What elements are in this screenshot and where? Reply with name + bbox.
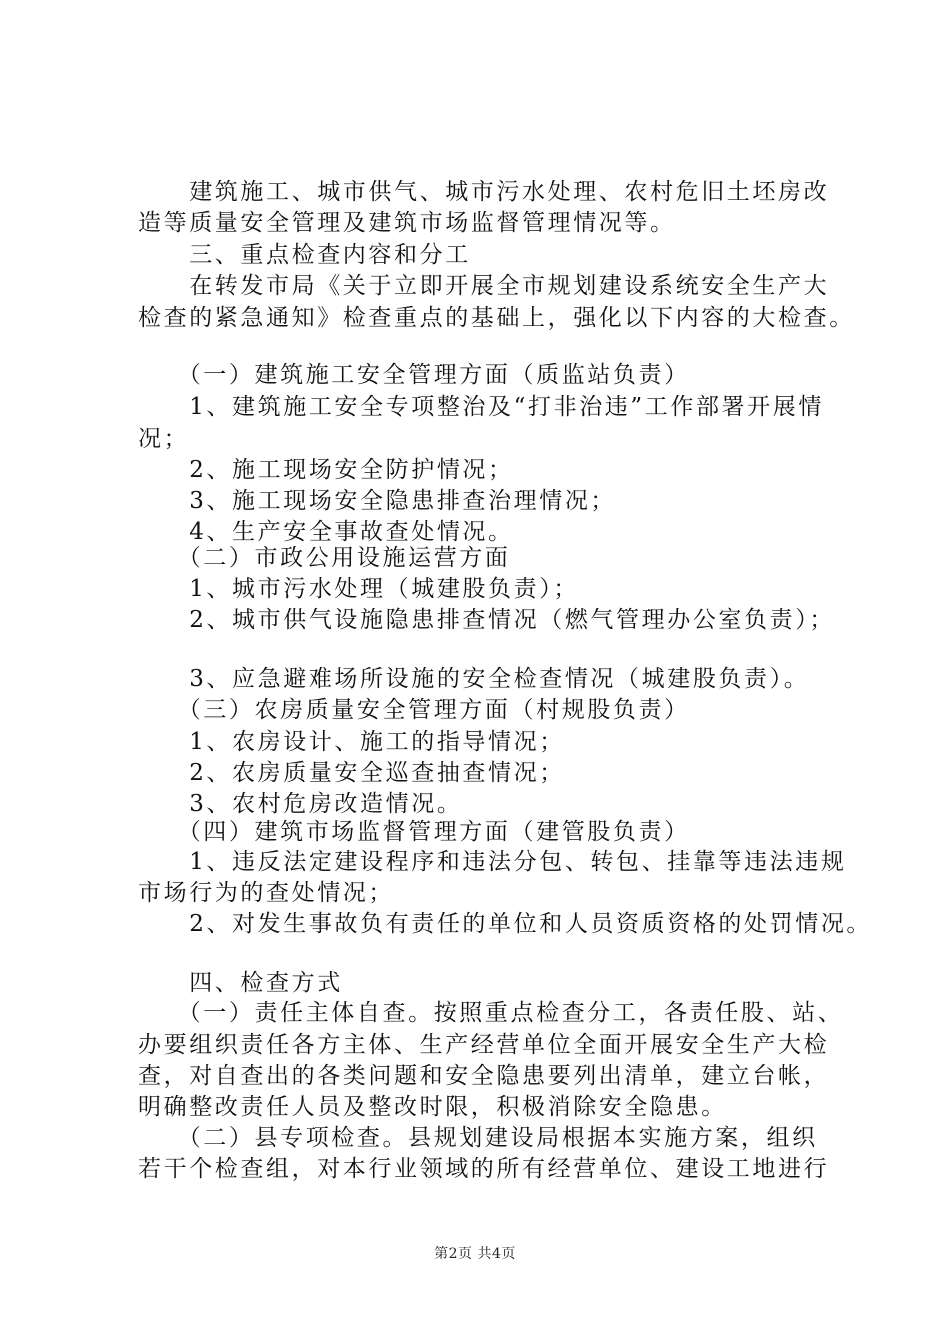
text-line: 3、应急避难场所设施的安全检查情况（城建股负责）。: [138, 666, 810, 692]
text-line: 况；: [138, 426, 190, 452]
text-line: 3、农村危房改造情况。: [138, 791, 463, 817]
text-line: 明确整改责任人员及整改时限，积极消除安全隐患。: [138, 1094, 727, 1120]
text-line: 3、施工现场安全隐患排查治理情况；: [138, 488, 617, 514]
subsection-heading: （二）市政公用设施运营方面: [138, 545, 511, 571]
text-line: 查，对自查出的各类问题和安全隐患要列出清单，建立台帐，: [138, 1063, 830, 1089]
text-line: 4、生产安全事故查处情况。: [138, 519, 514, 545]
text-line: 建筑施工、城市供气、城市污水处理、农村危旧土坯房改: [138, 179, 830, 205]
text-line: 2、城市供气设施隐患排查情况（燃气管理办公室负责）；: [138, 607, 835, 633]
text-line: 2、对发生事故负有责任的单位和人员资质资格的处罚情况。: [138, 911, 873, 937]
text-line: 2、施工现场安全防护情况；: [138, 457, 514, 483]
text-line: 市场行为的查处情况；: [138, 880, 394, 906]
text-line: 2、农房质量安全巡查抽查情况；: [138, 760, 565, 786]
text-line: 检查的紧急通知》检查重点的基础上，强化以下内容的大检查。: [138, 305, 855, 331]
text-line: （二）县专项检查。县规划建设局根据本实施方案，组织: [138, 1125, 818, 1151]
text-line: 若干个检查组，对本行业领域的所有经营单位、建设工地进行: [138, 1156, 830, 1182]
text-line: 1、农房设计、施工的指导情况；: [138, 729, 565, 755]
subsection-heading: （一）建筑施工安全管理方面（质监站负责）: [138, 362, 690, 388]
text-line: 1、城市污水处理（城建股负责）；: [138, 576, 579, 602]
text-line: 1、违反法定建设程序和违法分包、转包、挂靠等违法违规: [138, 849, 847, 875]
text-line: 造等质量安全管理及建筑市场监督管理情况等。: [138, 210, 676, 236]
text-line: （一）责任主体自查。按照重点检查分工，各责任股、站、: [138, 1000, 844, 1026]
subsection-heading: （四）建筑市场监督管理方面（建管股负责）: [138, 819, 690, 845]
subsection-heading: （三）农房质量安全管理方面（村规股负责）: [138, 697, 690, 723]
section-heading: 四、检查方式: [138, 970, 343, 996]
text-line: 办要组织责任各方主体、生产经营单位全面开展安全生产大检: [138, 1032, 830, 1058]
text-line: 1、建筑施工安全专项整治及“打非治违”工作部署开展情: [138, 394, 824, 420]
section-heading: 三、重点检查内容和分工: [138, 242, 471, 268]
page-number-footer: 第2页 共4页: [434, 1246, 516, 1262]
text-line: 在转发市局《关于立即开展全市规划建设系统安全生产大: [138, 273, 830, 299]
